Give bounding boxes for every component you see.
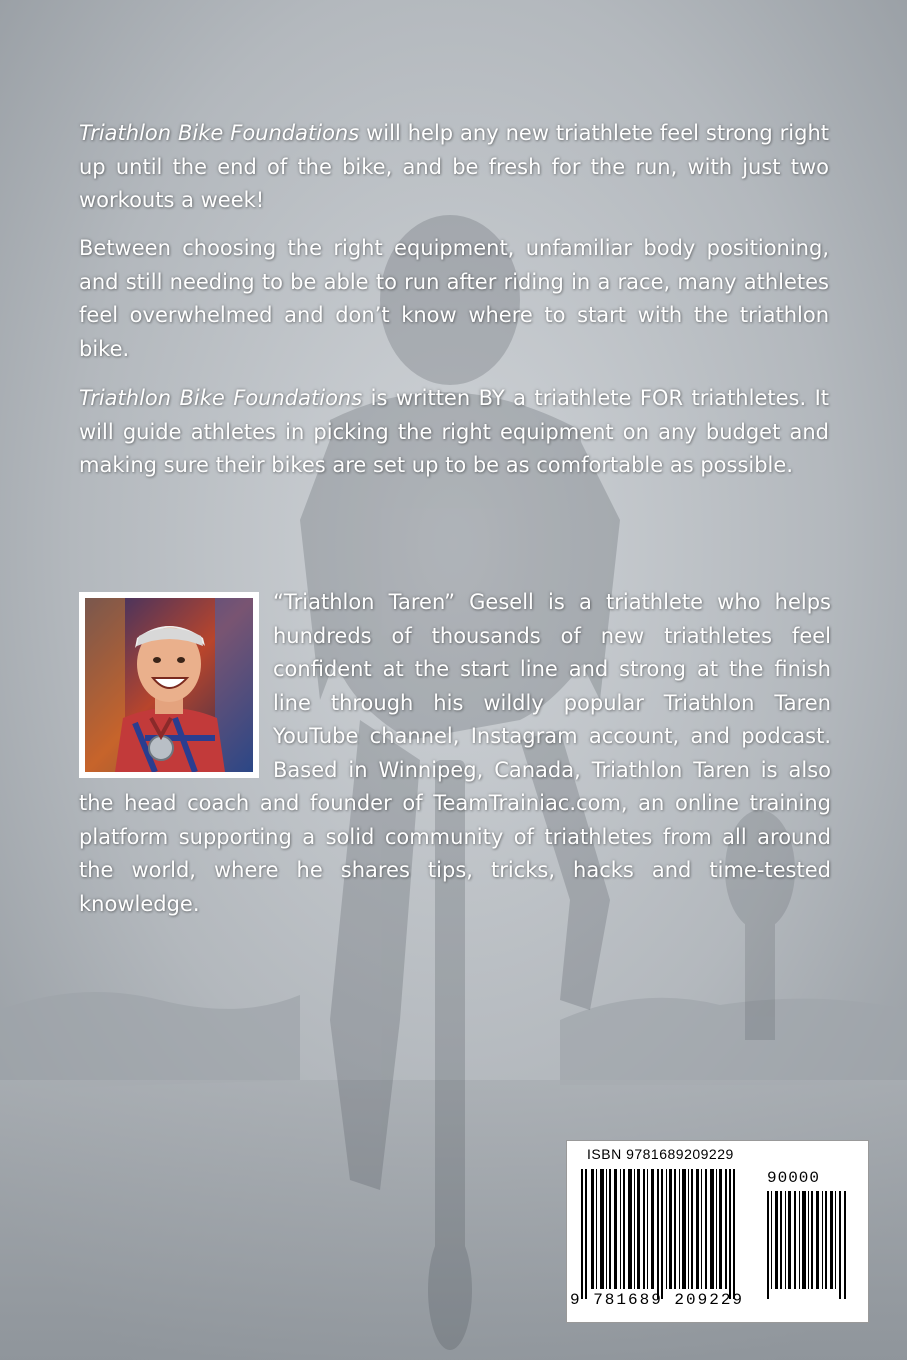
blurb-paragraph-2: Between choosing the right equipment, unfamiliar body positioning, and still needing to be able to run after riding in a race, many athletes feel overwhelmed and don’t know where to start with the triathlon bike. bbox=[79, 236, 829, 361]
author-bio-text: “Triathlon Taren” Gesell is a triathlete who helps hundreds of thousands of new triathletes feel confident at the start line and strong at the finish line through his wildly popular Triathlon Taren YouTube channel, Instagram account, and podcast. Based in Winnipeg, Canada, Triathlon Taren is also the head coach and founder of TeamTrainiac.com, an online training platform supporting a solid community of triathletes from all around the world, where he shares tips, tricks, hacks and time-tested knowledge. bbox=[79, 590, 831, 916]
book-title-italic: Triathlon Bike Foundations bbox=[79, 386, 363, 410]
price-code: 90000 bbox=[767, 1169, 821, 1187]
barcode-digits: 9 781689 209229 bbox=[570, 1291, 745, 1309]
isbn-label: ISBN 9781689209229 bbox=[587, 1146, 734, 1162]
blurb-p3-text: is written BY a triathlete FOR triathletes. It will guide athletes in picking the right equipment on any budget and making sure their bikes are set up to be as comfortable as possible. bbox=[79, 386, 829, 477]
blurb-paragraph-3 bbox=[79, 382, 829, 483]
author-bio bbox=[79, 586, 831, 921]
author-photo bbox=[79, 592, 259, 778]
book-title-italic: Triathlon Bike Foundations bbox=[79, 121, 360, 145]
isbn-barcode bbox=[566, 1140, 869, 1323]
blurb-p1-text: will help any new triathlete feel strong right up until the end of the bike, and be fresh for the run, with just two workouts a week! bbox=[79, 121, 829, 212]
blurb-paragraph-1 bbox=[79, 117, 829, 218]
